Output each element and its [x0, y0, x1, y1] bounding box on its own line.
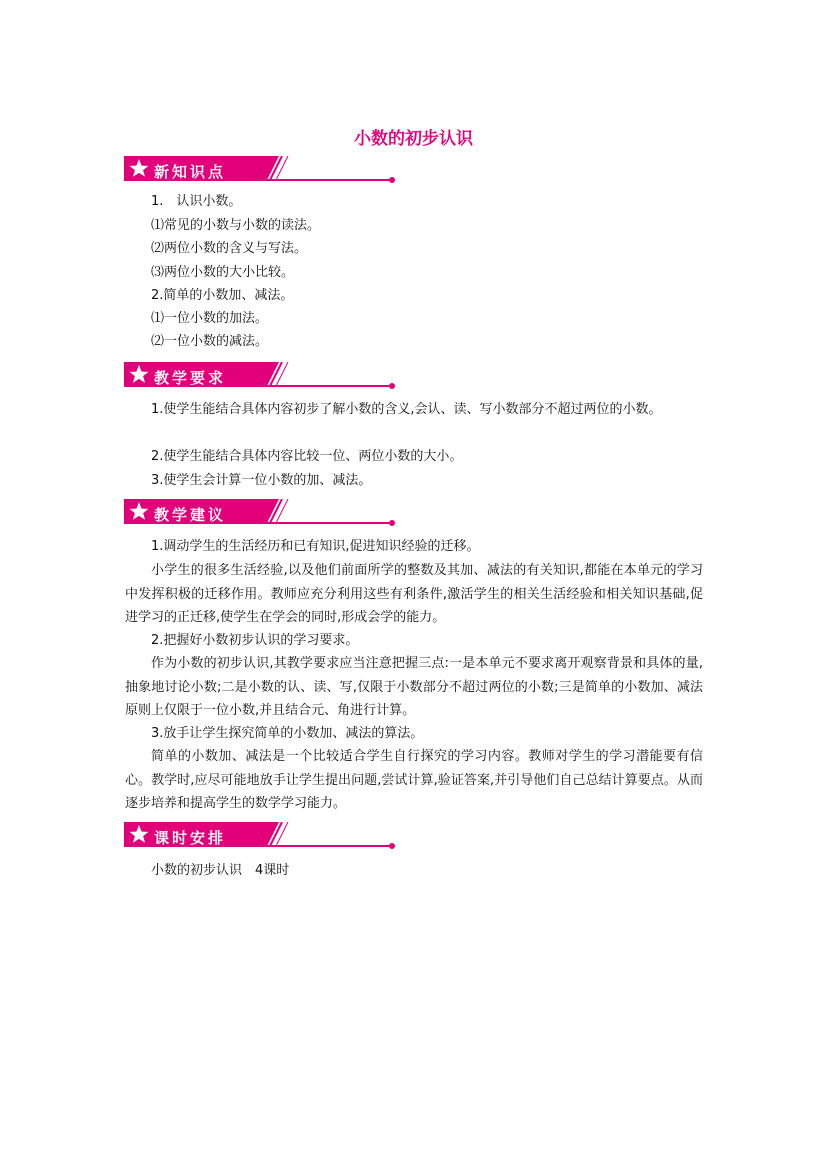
paragraph: 小学生的很多生活经验,以及他们前面所学的整数及其加、减法的有关知识,都能在本单元的学习中发挥积极的迁移作用。教师应充分利用这些有利条件,激活学生的相关生活经验和相关知识基础,促进学习的正迁移,使学生在学会的同时,形成会学的能力。 — [125, 563, 703, 625]
section-header-new-points — [124, 156, 396, 186]
schedule-line: 小数的初步认识 4课时 — [151, 863, 290, 878]
list-item: ⑵一位小数的减法。 — [151, 334, 269, 349]
page-title: 小数的初步认识 — [354, 129, 473, 149]
paragraph: 2.把握好小数初步认识的学习要求。 — [151, 633, 359, 648]
paragraph: 1.调动学生的生活经历和已有知识,促进知识经验的迁移。 — [151, 539, 480, 554]
paragraph: 1.使学生能结合具体内容初步了解小数的含义,会认、读、写小数部分不超过两位的小数。 — [151, 402, 662, 417]
section-header-suggestions — [124, 499, 396, 529]
list-item: ⑶两位小数的大小比较。 — [151, 265, 295, 280]
list-item: 1. 认识小数。 — [151, 194, 242, 209]
list-item: 2.简单的小数加、减法。 — [151, 288, 294, 303]
list-item: ⑵两位小数的含义与写法。 — [151, 241, 308, 256]
paragraph: 2.使学生能结合具体内容比较一位、两位小数的大小。 — [151, 449, 463, 464]
paragraph: 作为小数的初步认识,其教学要求应当注意把握三点:一是本单元不要求离开观察背景和具体的量,抽象地讨论小数;二是小数的认、读、写,仅限于小数部分不超过两位的小数;三是简单的小数加、减法原则上仅限于一位小数,并且结合元、角进行计算。 — [125, 656, 703, 718]
section-heading: 教学建议 — [154, 506, 227, 524]
paragraph: 3.使学生会计算一位小数的加、减法。 — [151, 473, 372, 488]
paragraph: 简单的小数加、减法是一个比较适合学生自行探究的学习内容。教师对学生的学习潜能要有信心。教学时,应尽可能地放手让学生提出问题,尝试计算,验证答案,并引导他们自己总结计算要点。从而逐步培养和提高学生的数学学习能力。 — [125, 749, 703, 811]
list-item: ⑴常见的小数与小数的读法。 — [151, 218, 321, 233]
section-heading: 教学要求 — [154, 369, 227, 387]
section-heading: 课时安排 — [154, 829, 227, 847]
paragraph: 3.放手让学生探究简单的小数加、减法的算法。 — [151, 726, 424, 741]
list-item: ⑴一位小数的加法。 — [151, 311, 269, 326]
section-header-requirements — [124, 362, 396, 392]
section-header-schedule — [124, 822, 396, 852]
section-heading: 新知识点 — [154, 163, 227, 181]
